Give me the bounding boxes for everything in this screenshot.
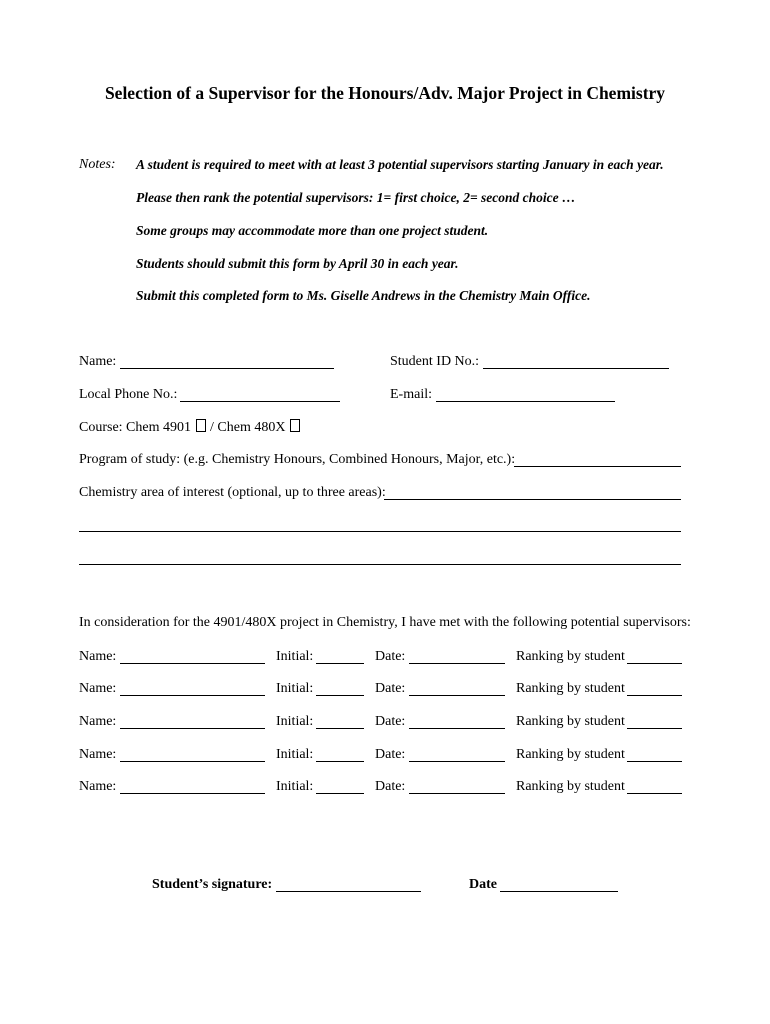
note-item: Students should submit this form by April 30 in each year. [136, 256, 459, 271]
interest-field-line-2[interactable] [79, 531, 681, 532]
signature-label: Student’s signature: [152, 877, 273, 892]
consideration-text: In consideration for the 4901/480X project in Chemistry, I have met with the following potential supervisors: [79, 615, 691, 630]
note-item: Submit this completed form to Ms. Giselle Andrews in the Chemistry Main Office. [136, 288, 591, 303]
initial-field[interactable] [316, 663, 364, 664]
ranking-field[interactable] [627, 663, 682, 664]
ranking-label: Ranking by student [516, 681, 625, 696]
date-label: Date: [375, 714, 406, 729]
student-id-field[interactable] [483, 368, 669, 369]
note-item: Please then rank the potential supervisors: 1= first choice, 2= second choice … [136, 190, 576, 205]
ranking-field[interactable] [627, 695, 682, 696]
supervisor-name-label: Name: [79, 714, 117, 729]
ranking-field[interactable] [627, 728, 682, 729]
date-field[interactable] [409, 663, 505, 664]
initial-label: Initial: [276, 714, 314, 729]
interest-field[interactable] [384, 499, 681, 500]
supervisor-name-field[interactable] [120, 728, 265, 729]
date-field[interactable] [409, 793, 505, 794]
date-label: Date: [375, 747, 406, 762]
ranking-field[interactable] [627, 793, 682, 794]
date-label: Date: [375, 779, 406, 794]
supervisor-name-label: Name: [79, 649, 117, 664]
note-item: A student is required to meet with at least 3 potential supervisors starting January in each year. [136, 157, 664, 172]
date-label: Date: [375, 649, 406, 664]
student-id-label: Student ID No.: [390, 354, 480, 369]
phone-field[interactable] [180, 401, 340, 402]
chem-480x-checkbox[interactable] [290, 419, 300, 432]
signature-field[interactable] [276, 891, 421, 892]
ranking-field[interactable] [627, 761, 682, 762]
program-field[interactable] [514, 466, 681, 467]
interest-field-line-3[interactable] [79, 564, 681, 565]
initial-label: Initial: [276, 747, 314, 762]
initial-field[interactable] [316, 793, 364, 794]
supervisor-name-label: Name: [79, 779, 117, 794]
date-label: Date: [375, 681, 406, 696]
email-label: E-mail: [390, 387, 432, 402]
ranking-label: Ranking by student [516, 747, 625, 762]
note-item: Some groups may accommodate more than one project student. [136, 223, 489, 238]
date-field[interactable] [409, 728, 505, 729]
supervisor-name-label: Name: [79, 747, 117, 762]
ranking-label: Ranking by student [516, 649, 625, 664]
program-label: Program of study: (e.g. Chemistry Honours, Combined Honours, Major, etc.): [79, 452, 516, 467]
name-label: Name: [79, 354, 117, 369]
page-title: Selection of a Supervisor for the Honours/Adv. Major Project in Chemistry [104, 83, 666, 103]
course-separator: / Chem 480X [210, 420, 286, 435]
phone-label: Local Phone No.: [79, 387, 178, 402]
course-label: Course: Chem 4901 [79, 420, 191, 435]
supervisor-name-field[interactable] [120, 761, 265, 762]
initial-label: Initial: [276, 779, 314, 794]
date-field[interactable] [409, 695, 505, 696]
chem-4901-checkbox[interactable] [196, 419, 206, 432]
initial-field[interactable] [316, 728, 364, 729]
initial-field[interactable] [316, 761, 364, 762]
initial-label: Initial: [276, 681, 314, 696]
ranking-label: Ranking by student [516, 779, 625, 794]
supervisor-name-field[interactable] [120, 793, 265, 794]
name-field[interactable] [120, 368, 334, 369]
supervisor-name-field[interactable] [120, 663, 265, 664]
email-field[interactable] [436, 401, 615, 402]
ranking-label: Ranking by student [516, 714, 625, 729]
signature-date-field[interactable] [500, 891, 618, 892]
date-field[interactable] [409, 761, 505, 762]
supervisor-name-field[interactable] [120, 695, 265, 696]
initial-field[interactable] [316, 695, 364, 696]
notes-label: Notes: [79, 157, 116, 172]
course-row [79, 419, 301, 436]
initial-label: Initial: [276, 649, 314, 664]
interest-label: Chemistry area of interest (optional, up to three areas): [79, 485, 386, 500]
supervisor-name-label: Name: [79, 681, 117, 696]
signature-date-label: Date [469, 877, 497, 892]
